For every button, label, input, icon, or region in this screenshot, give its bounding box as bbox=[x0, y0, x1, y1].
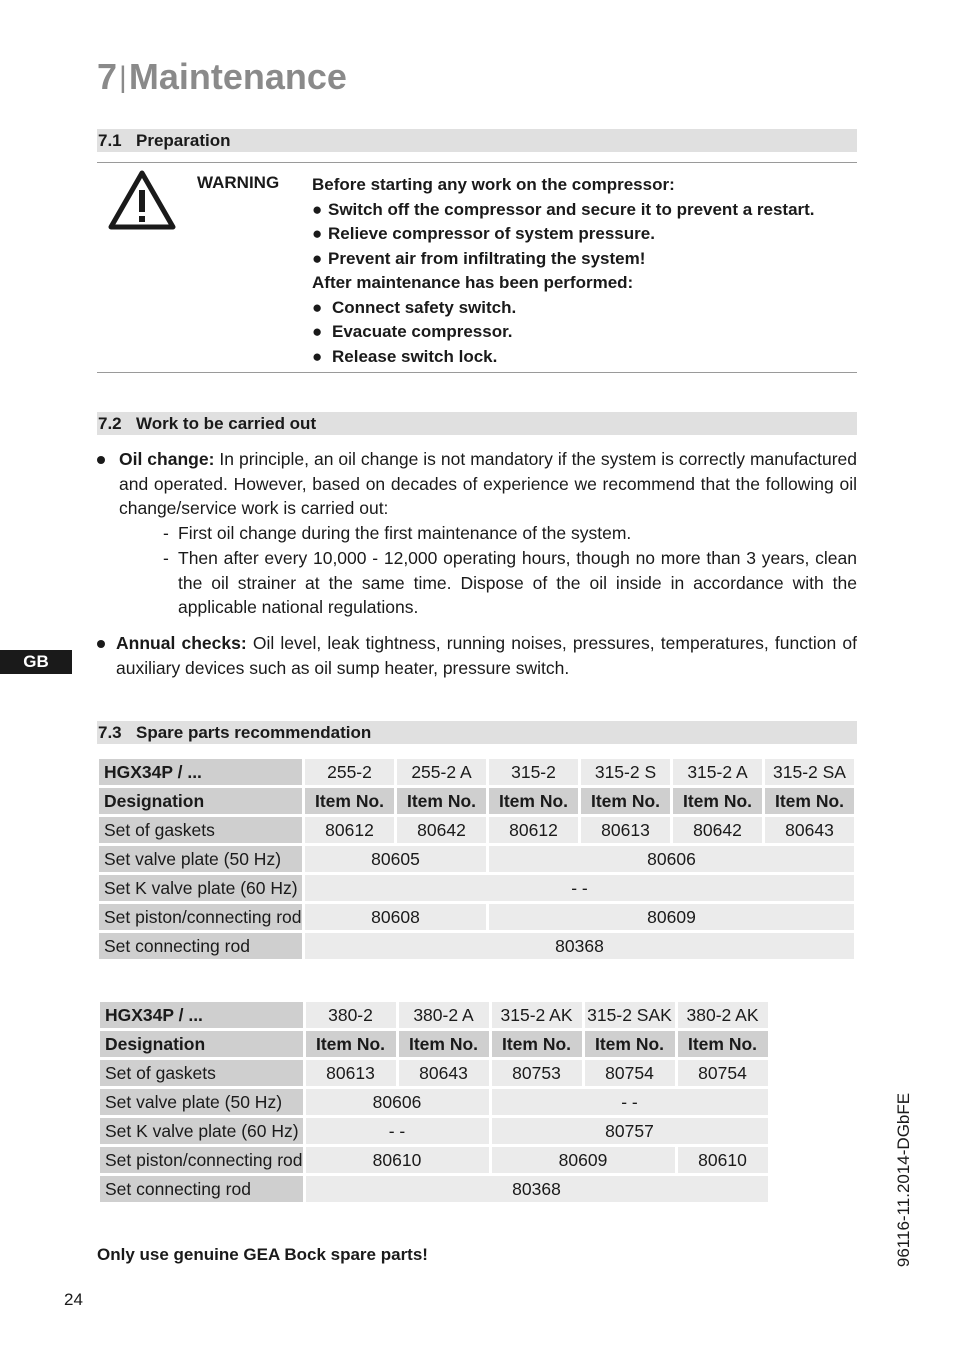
item-no-header: Item No. bbox=[305, 788, 394, 814]
warning-body bbox=[312, 173, 857, 369]
table-cell: 80642 bbox=[397, 817, 486, 843]
table-cell: 80608 bbox=[305, 904, 486, 930]
variant-header: 380-2 AK bbox=[678, 1002, 768, 1028]
item-no-header: Item No. bbox=[765, 788, 854, 814]
table-row bbox=[99, 875, 854, 901]
row-label: Set connecting rod bbox=[99, 933, 302, 959]
variant-header: 380-2 A bbox=[399, 1002, 489, 1028]
table-cell: 80753 bbox=[492, 1060, 582, 1086]
table-row bbox=[99, 846, 854, 872]
document-code: 96116-11.2014-DGbFE bbox=[894, 1092, 913, 1268]
warning-item: ● Evacuate compressor. bbox=[312, 322, 513, 341]
table-cell: 80368 bbox=[306, 1176, 768, 1202]
item-no-header: Item No. bbox=[492, 1031, 582, 1057]
section-title: Preparation bbox=[136, 131, 231, 150]
variant-header: 315-2 AK bbox=[492, 1002, 582, 1028]
table-cell: 80368 bbox=[305, 933, 854, 959]
section-heading-spare-parts bbox=[97, 721, 857, 744]
table-row bbox=[100, 1118, 768, 1144]
item-no-header: Item No. bbox=[399, 1031, 489, 1057]
table-row bbox=[100, 1089, 768, 1115]
row-label: Set valve plate (50 Hz) bbox=[99, 846, 302, 872]
variant-header: 315-2 S bbox=[581, 759, 670, 785]
table-row bbox=[100, 1031, 768, 1057]
page-number: 24 bbox=[64, 1290, 83, 1309]
variant-header: 315-2 bbox=[489, 759, 578, 785]
table-cell: 80613 bbox=[581, 817, 670, 843]
row-label: Set of gaskets bbox=[100, 1060, 303, 1086]
row-label: Set K valve plate (60 Hz) bbox=[100, 1118, 303, 1144]
item-no-header: Item No. bbox=[397, 788, 486, 814]
variant-header: 315-2 SA bbox=[765, 759, 854, 785]
oil-change-text: In principle, an oil change is not mandatory if the system is correctly manufactured and operated. However, based on decades of experience we recommend that the following oil change/service work is carried out: bbox=[119, 449, 857, 518]
chapter-title-text: Maintenance bbox=[128, 56, 347, 97]
chapter-title bbox=[97, 56, 347, 98]
table-cell: 80757 bbox=[492, 1118, 768, 1144]
section-heading-preparation bbox=[97, 129, 857, 152]
table-cell: - - bbox=[492, 1089, 768, 1115]
item-no-header: Item No. bbox=[585, 1031, 675, 1057]
item-no-header: Item No. bbox=[678, 1031, 768, 1057]
table-row bbox=[100, 1060, 768, 1086]
bullet-icon bbox=[97, 456, 105, 464]
table-cell: 80609 bbox=[489, 904, 854, 930]
table-cell: 80610 bbox=[306, 1147, 489, 1173]
warning-item: ● Prevent air from infiltrating the system! bbox=[312, 248, 646, 268]
model-header: HGX34P / ... bbox=[100, 1002, 303, 1028]
dash-icon: - bbox=[163, 523, 169, 543]
variant-header: 315-2 SAK bbox=[585, 1002, 675, 1028]
row-label: Set connecting rod bbox=[100, 1176, 303, 1202]
table-cell: 80605 bbox=[305, 846, 486, 872]
oil-change-paragraph bbox=[119, 447, 857, 521]
warning-item: ● Connect safety switch. bbox=[312, 297, 517, 317]
warning-label: WARNING bbox=[197, 173, 280, 192]
annual-checks-text: Oil level, leak tightness, running noises, pressures, temperatures, function of auxiliary devices such as oil sump heater, pressure switch. bbox=[116, 633, 857, 678]
row-label: Set valve plate (50 Hz) bbox=[100, 1089, 303, 1115]
dash-icon: - bbox=[163, 548, 169, 568]
section-heading-work bbox=[97, 412, 857, 435]
section-number: 7.2 bbox=[98, 414, 122, 433]
item-no-header: Item No. bbox=[306, 1031, 396, 1057]
table-row bbox=[100, 1002, 768, 1028]
oil-change-item: Then after every 10,000 - 12,000 operating hours, though no more than 3 years, clean the oil strainer at the same time. Dispose of the oil inside in accordance with the applicable national regulations. bbox=[178, 548, 857, 617]
table-cell: 80642 bbox=[673, 817, 762, 843]
chapter-separator: | bbox=[119, 61, 127, 94]
table-cell: 80612 bbox=[489, 817, 578, 843]
table-cell: 80610 bbox=[678, 1147, 768, 1173]
oil-change-label: Oil change: bbox=[119, 449, 215, 469]
bullet-icon bbox=[97, 640, 105, 648]
table-row bbox=[99, 817, 854, 843]
section-number: 7.1 bbox=[98, 131, 122, 150]
annual-checks-label: Annual checks: bbox=[116, 633, 247, 653]
spare-parts-table-2 bbox=[97, 999, 771, 1205]
table-row bbox=[99, 904, 854, 930]
variant-header: 315-2 A bbox=[673, 759, 762, 785]
table-cell: 80643 bbox=[765, 817, 854, 843]
row-label: Set K valve plate (60 Hz) bbox=[99, 875, 302, 901]
table-cell: - - bbox=[306, 1118, 489, 1144]
warning-item: ● Release switch lock. bbox=[312, 346, 498, 366]
table-cell: 80754 bbox=[678, 1060, 768, 1086]
row-label: Set of gaskets bbox=[99, 817, 302, 843]
section-number: 7.3 bbox=[98, 723, 122, 742]
section-title: Spare parts recommendation bbox=[136, 723, 372, 742]
warning-item: ● Switch off the compressor and secure it to prevent a restart. bbox=[312, 199, 815, 219]
table-cell: 80754 bbox=[585, 1060, 675, 1086]
table-cell: 80606 bbox=[306, 1089, 489, 1115]
item-no-header: Item No. bbox=[581, 788, 670, 814]
table-row bbox=[100, 1147, 768, 1173]
variant-header: 255-2 bbox=[305, 759, 394, 785]
footer-note: Only use genuine GEA Bock spare parts! bbox=[97, 1245, 428, 1264]
table-cell: 80643 bbox=[399, 1060, 489, 1086]
variant-header: 255-2 A bbox=[397, 759, 486, 785]
table-row bbox=[99, 933, 854, 959]
warning-triangle-icon bbox=[108, 170, 176, 230]
table-cell: 80609 bbox=[492, 1147, 675, 1173]
model-header: HGX34P / ... bbox=[99, 759, 302, 785]
language-tab: GB bbox=[0, 650, 72, 674]
warning-intro: Before starting any work on the compressor: bbox=[312, 175, 675, 194]
divider bbox=[97, 162, 857, 163]
table-row bbox=[99, 788, 854, 814]
oil-change-item: First oil change during the first maintenance of the system. bbox=[178, 523, 632, 543]
item-no-header: Item No. bbox=[673, 788, 762, 814]
item-no-header: Item No. bbox=[489, 788, 578, 814]
spare-parts-table-1 bbox=[96, 756, 857, 962]
divider bbox=[97, 372, 857, 373]
designation-header: Designation bbox=[100, 1031, 303, 1057]
chapter-number: 7 bbox=[97, 56, 118, 97]
table-cell: 80613 bbox=[306, 1060, 396, 1086]
table-row bbox=[99, 759, 854, 785]
section-title: Work to be carried out bbox=[136, 414, 317, 433]
warning-after-intro: After maintenance has been performed: bbox=[312, 273, 634, 292]
warning-item: ● Relieve compressor of system pressure. bbox=[312, 224, 655, 243]
row-label: Set piston/connecting rod bbox=[99, 904, 302, 930]
table-cell: 80612 bbox=[305, 817, 394, 843]
row-label: Set piston/connecting rod bbox=[100, 1147, 303, 1173]
table-cell: 80606 bbox=[489, 846, 854, 872]
variant-header: 380-2 bbox=[306, 1002, 396, 1028]
designation-header: Designation bbox=[99, 788, 302, 814]
table-cell: - - bbox=[305, 875, 854, 901]
annual-checks-paragraph bbox=[116, 631, 857, 680]
table-row bbox=[100, 1176, 768, 1202]
